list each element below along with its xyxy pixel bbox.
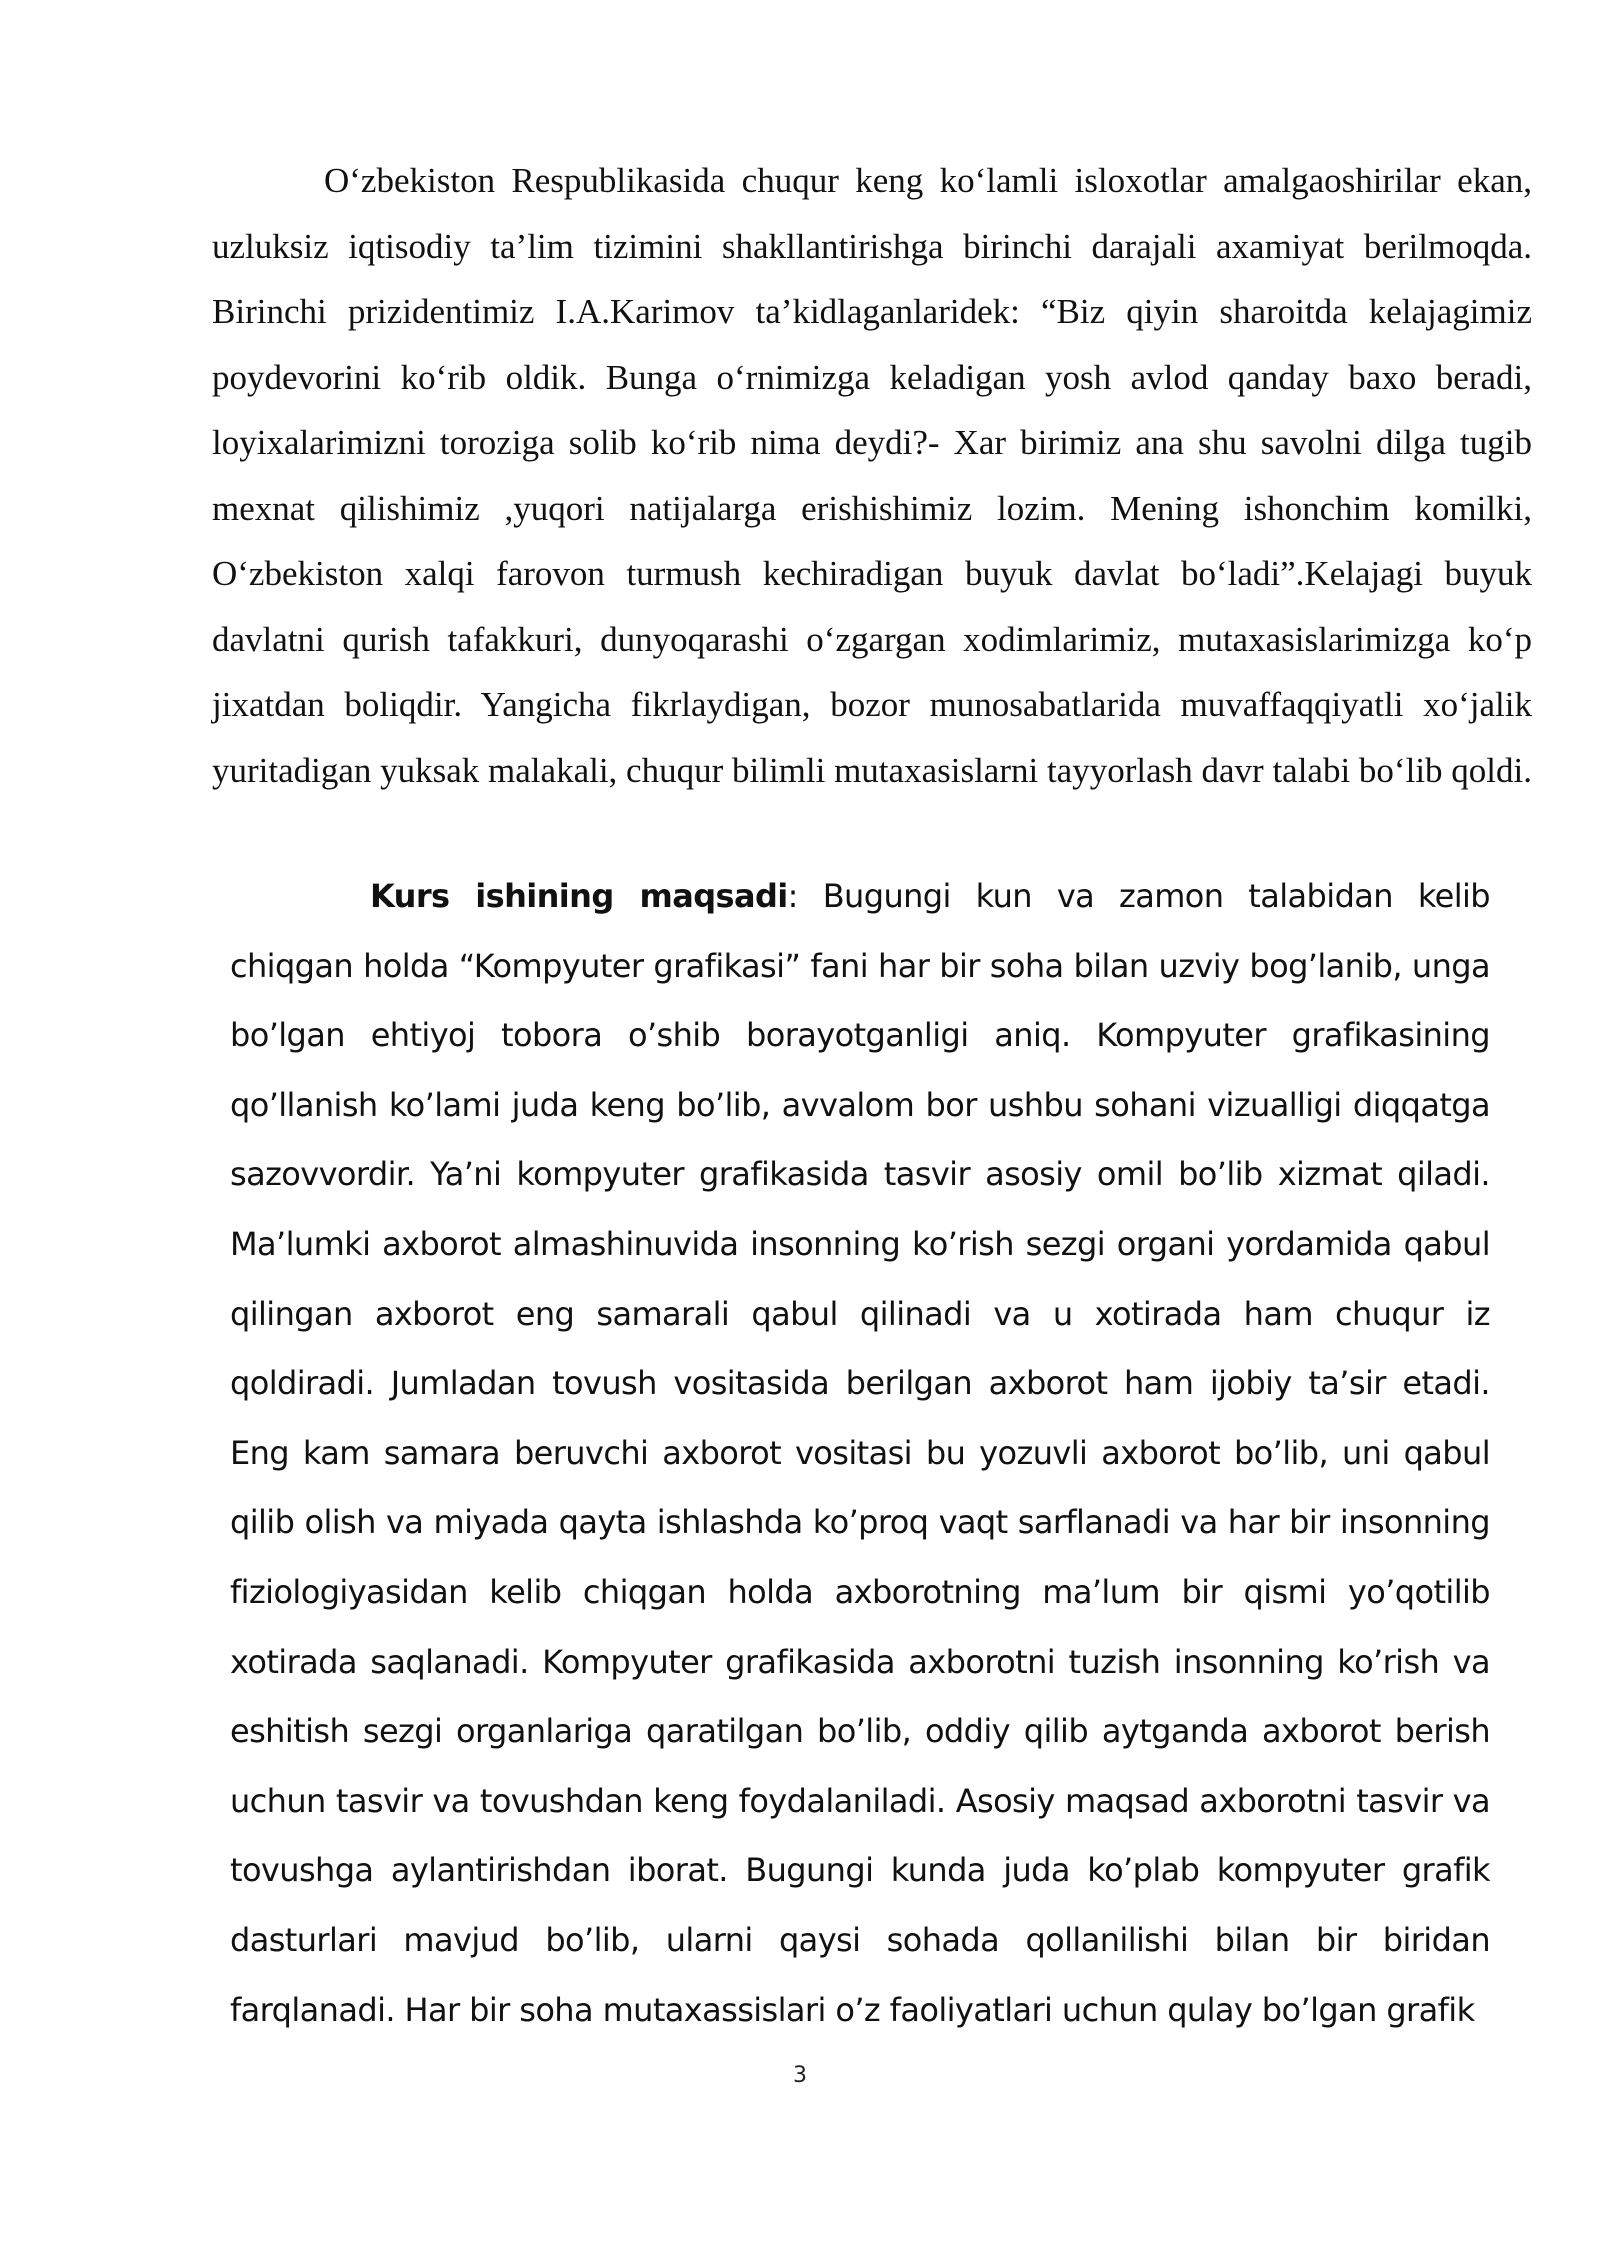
purpose-paragraph [230, 862, 1490, 2045]
page-number: 3 [793, 2063, 807, 2088]
intro-paragraph [212, 148, 1532, 803]
purpose-paragraph-text: Bugungi kun va zamon talabidan kelib chiqgan holda “Kompyuter grafikasi” fani har bir soha bilan uzviy bog’lanib, unga bo’lgan ehtiyoj tobora o’shib borayotganligi aniq. Kompyuter grafikasining qo’llanish ko’lami juda keng bo’lib, avvalom bor ushbu sohani vizualligi diqqatga sazovvordir. Ya’ni kompyuter grafikasida tasvir asosiy omil bo’lib xizmat qiladi. Ma’lumki axborot almashinuvida insonning ko’rish sezgi organi yordamida qabul qilingan axborot eng samarali qabul qilinadi va u xotirada ham chuqur iz qoldiradi. Jumladan tovush vositasida berilgan axborot ham ijobiy ta’sir etadi. Eng kam samara beruvchi axborot vositasi bu yozuvli axborot bo’lib, uni qabul qilib olish va miyada qayta ishlashda ko’proq vaqt sarflanadi va har bir insonning fiziologiyasidan kelib chiqgan holda axborotning ma’lum bir qismi yo’qotilib xotirada saqlanadi. Kompyuter grafikasida axborotni tuzish insonning ko’rish va eshitish sezgi organlariga qaratilgan bo’lib, oddiy qilib aytganda axborot berish uchun tasvir va tovushdan keng foydalaniladi. Asosiy maqsad axborotni tasvir va tovushga aylantirishdan iborat. Bugungi kunda juda ko’plab kompyuter grafik dasturlari mavjud bo’lib, ularni qaysi sohada qollanilishi bilan bir biridan farqlanadi. Har bir soha mutaxassislari o’z faoliyatlari uchun qulay bo’lgan grafik [230, 877, 1490, 2029]
purpose-heading-separator: : [787, 877, 798, 915]
purpose-heading: Kurs ishining maqsadi [370, 877, 788, 915]
intro-paragraph-text: O‘zbekiston Respublikasida chuqur keng ko‘lamli isloxotlar amalgaoshirilar ekan, uzluksiz iqtisodiy ta’lim tizimini shakllantirishga birinchi darajali axamiyat berilmoqda. Birinchi prizidentimiz I.A.Karimov ta’kidlaganlaridek: “Biz qiyin sharoitda kelajagimiz poydevorini ko‘rib oldik. Bunga o‘rnimizga keladigan yosh avlod qanday baxo beradi, loyixalarimizni toroziga solib ko‘rib nima deydi?- Xar birimiz ana shu savolni dilga tugib mexnat qilishimiz ,yuqori natijalarga erishishimiz lozim. Mening ishonchim komilki, O‘zbekiston xalqi farovon turmush kechiradigan buyuk davlat bo‘ladi”.Kelajagi buyuk davlatni qurish tafakkuri, dunyoqarashi o‘zgargan xodimlarimiz, mutaxasislarimizga ko‘p jixatdan boliqdir. Yangicha fikrlaydigan, bozor munosabatlarida muvaffaqqiyatli xo‘jalik yuritadigan yuksak malakali, chuqur bilimli mutaxasislarni tayyorlash davr talabi bo‘lib qoldi. [212, 161, 1532, 790]
